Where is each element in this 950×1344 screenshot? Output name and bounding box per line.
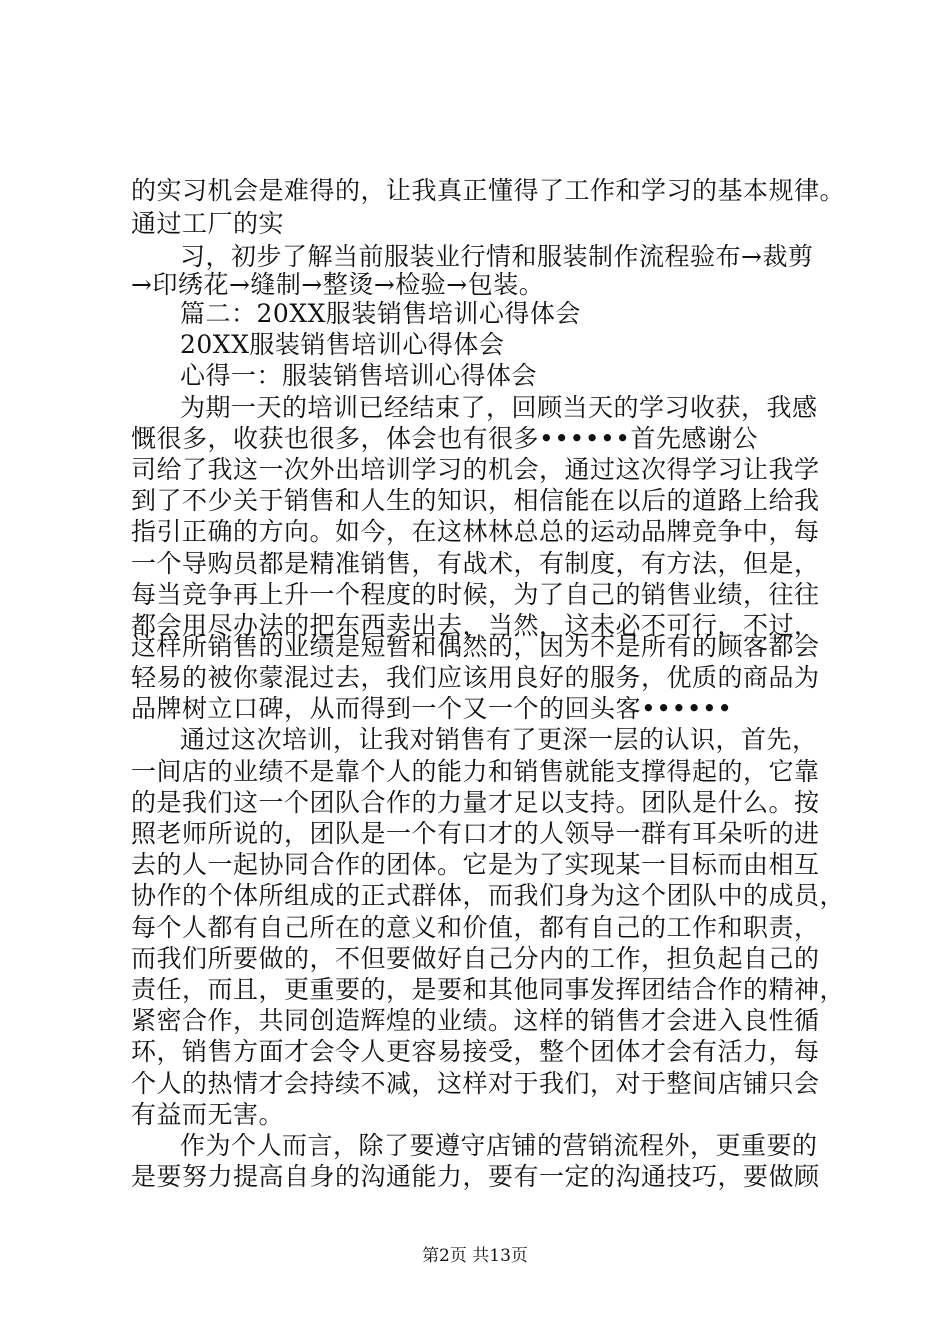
text-line: 协作的个体所组成的正式群体，而我们身为这个团队中的成员， bbox=[131, 881, 846, 910]
text-line: 慨很多，收获也很多，体会也有很多••••••首先感谢公 bbox=[131, 424, 758, 453]
text-line: 轻易的被你蒙混过去，我们应该用良好的服务，优质的商品为 bbox=[131, 663, 820, 692]
text-line: 每个人都有自己所在的意义和价值，都有自己的工作和职责， bbox=[131, 913, 820, 942]
text-line: 这样所销售的业绩是短暂和偶然的，因为不是所有的顾客都会 bbox=[131, 632, 820, 661]
text-line: 一个导购员都是精准销售，有战术，有制度，有方法，但是， bbox=[131, 549, 820, 578]
text-line: 司给了我这一次外出培训学习的机会，通过这次得学习让我学 bbox=[131, 455, 820, 484]
text-line: 通过这次培训，让我对销售有了更深一层的认识，首先， bbox=[180, 725, 818, 754]
text-line: 责任，而且，更重要的，是要和其他同事发挥团结合作的精神， bbox=[131, 975, 846, 1004]
section-heading: 20XX服装销售培训心得体会 bbox=[180, 330, 505, 359]
text-line: 照老师所说的，团队是一个有口才的人领导一群有耳朵听的进 bbox=[131, 819, 820, 848]
subsection-heading: 心得一：服装销售培训心得体会 bbox=[180, 361, 538, 390]
text-line: 作为个人而言，除了要遵守店铺的营销流程外，更重要的 bbox=[180, 1131, 818, 1160]
text-line: 个人的热情才会持续不减，这样对于我们，对于整间店铺只会 bbox=[131, 1069, 820, 1098]
text-line: 通过工厂的实 bbox=[131, 209, 285, 238]
text-line: 的是我们这一个团队合作的力量才足以支持。团队是什么。按 bbox=[131, 788, 820, 817]
text-line: 指引正确的方向。如今，在这林林总总的运动品牌竞争中，每 bbox=[131, 517, 820, 546]
text-line: 而我们所要做的，不但要做好自己分内的工作，担负起自己的 bbox=[131, 944, 820, 973]
text-line: 去的人一起协同合作的团体。它是为了实现某一目标而由相互 bbox=[131, 850, 820, 879]
text-line: 到了不少关于销售和人生的知识，相信能在以后的道路上给我 bbox=[131, 486, 820, 515]
text-line: 紧密合作，共同创造辉煌的业绩。这样的销售才会进入良性循 bbox=[131, 1006, 820, 1035]
text-line: →印绣花→缝制→整烫→检验→包装。 bbox=[131, 270, 545, 299]
text-line: 都会用尽办法的把东西卖出去，当然，这未必不可行，不过， bbox=[131, 611, 820, 640]
section-heading: 篇二：20XX服装销售培训心得体会 bbox=[180, 299, 581, 328]
text-line: 有益而无害。 bbox=[131, 1100, 285, 1129]
text-line: 品牌树立口碑，从而得到一个又一个的回头客•••••• bbox=[131, 694, 733, 723]
page-number-footer: 第2页 共13页 bbox=[422, 1246, 528, 1266]
text-line: 习，初步了解当前服装业行情和服装制作流程验布→裁剪 bbox=[180, 242, 814, 271]
text-line: 一间店的业绩不是靠个人的能力和销售就能支撑得起的，它靠 bbox=[131, 757, 820, 786]
text-line: 为期一天的培训已经结束了，回顾当天的学习收获，我感 bbox=[180, 393, 818, 422]
text-line: 每当竞争再上升一个程度的时候，为了自己的销售业绩，往往 bbox=[131, 580, 820, 609]
text-line: 环，销售方面才会令人更容易接受，整个团体才会有活力，每 bbox=[131, 1037, 820, 1066]
text-line: 的实习机会是难得的，让我真正懂得了工作和学习的基本规律。 bbox=[131, 176, 846, 205]
text-line: 是要努力提高自身的沟通能力，要有一定的沟通技巧，要做顾 bbox=[131, 1162, 820, 1191]
